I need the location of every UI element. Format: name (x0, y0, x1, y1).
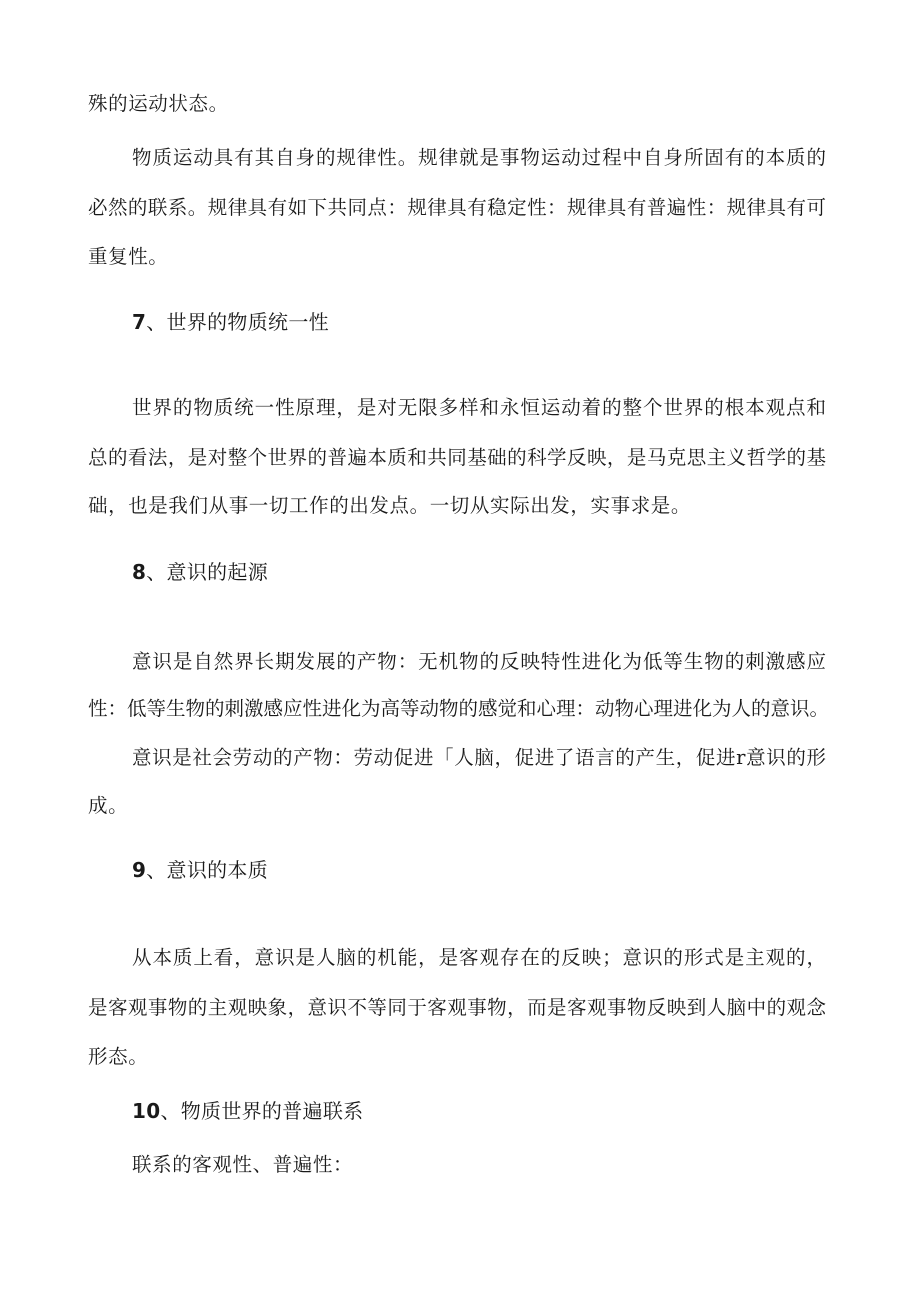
paragraph-line: 世界的物质统一性原理，是对无限多样和永恒运动着的整个世界的根本观点和 (132, 396, 826, 419)
section-heading-10: 10、物质世界的普遍联系 (132, 1099, 364, 1123)
paragraph-line: 殊的运动状态。 (88, 92, 229, 115)
section-number: 10 (132, 1099, 161, 1123)
paragraph-line: 成。 (88, 794, 129, 817)
paragraph-line: 从本质上看，意识是人脑的机能，是客观存在的反映；意识的形式是主观的， (132, 946, 826, 969)
section-heading-8: 8、意识的起源 (132, 560, 269, 584)
paragraph-line: 性：低等生物的刺激感应性进化为高等动物的感觉和心理：动物心理进化为人的意识。 (88, 697, 830, 720)
section-number: 9 (132, 858, 147, 882)
paragraph-line: 物质运动具有其自身的规律性。规律就是事物运动过程中自身所固有的本质的 (132, 146, 826, 169)
paragraph-line: 重复性。 (88, 245, 169, 268)
paragraph-line: 形态。 (88, 1045, 149, 1068)
paragraph-line: 意识是社会劳动的产物：劳动促进「人脑，促进了语言的产生，促进r意识的形 (132, 746, 826, 769)
section-heading-7: 7、世界的物质统一性 (132, 310, 329, 334)
paragraph-line: 必然的联系。规律具有如下共同点：规律具有稳定性：规律具有普遍性：规律具有可 (88, 196, 826, 219)
paragraph-line: 联系的客观性、普遍性： (132, 1153, 354, 1176)
section-number: 8 (132, 560, 147, 584)
paragraph-line: 总的看法，是对整个世界的普遍本质和共同基础的科学反映，是马克思主义哲学的基 (88, 446, 826, 469)
paragraph-line: 础，也是我们从事一切工作的出发点。一切从实际出发，实事求是。 (88, 494, 692, 517)
section-number: 7 (132, 310, 147, 334)
section-heading-9: 9、意识的本质 (132, 858, 269, 882)
paragraph-line: 意识是自然界长期发展的产物：无机物的反映特性进化为低等生物的刺激感应 (132, 650, 826, 673)
paragraph-line: 是客观事物的主观映象，意识不等同于客观事物，而是客观事物反映到人脑中的观念 (88, 996, 826, 1019)
